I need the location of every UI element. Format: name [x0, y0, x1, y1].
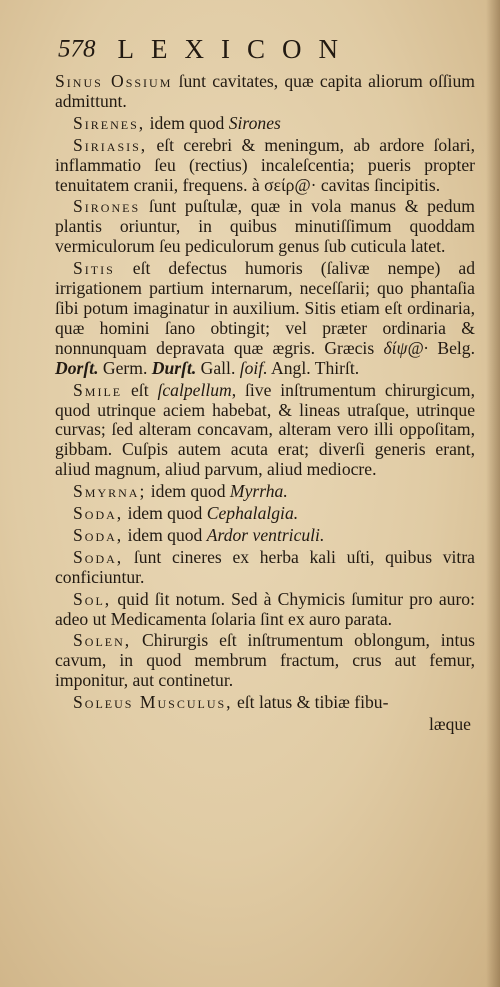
definition-cont: Gall. — [196, 357, 240, 378]
headword: Sitis — [73, 258, 115, 279]
cross-reference: ſcalpellum — [157, 379, 232, 400]
definition: idem quod — [123, 503, 207, 524]
definition: idem quod — [123, 524, 207, 545]
french-term: ſoif. — [239, 357, 268, 378]
lexicon-text — [55, 72, 475, 735]
entry-sinus-ossium — [55, 72, 475, 112]
entry-sitis — [55, 259, 475, 378]
definition-cont: Belg. — [428, 337, 475, 358]
definition: quid ſit notum. Sed à Chymicis ſumitur pro auro: adeo ut Medicamenta ſolaria ſint ex auro parata. — [55, 588, 475, 629]
headword: Sol, — [73, 588, 112, 609]
headword: Smyrna; — [73, 481, 147, 502]
headword: Solen, — [73, 630, 132, 651]
greek-term: δίψ@· — [383, 337, 429, 358]
entry-sirones — [55, 197, 475, 257]
entry-smile — [55, 381, 475, 481]
definition: idem quod — [146, 481, 230, 502]
definition-cont: Angl. Thirſt. — [267, 357, 360, 378]
headword: Sinus Ossium — [55, 71, 173, 91]
entry-smyrna — [55, 482, 475, 502]
entry-soda-1 — [55, 504, 475, 524]
headword: Siriasis, — [73, 134, 148, 155]
definition-cont: , ſive inſtrumentum chirurgicum, quod utrinque aciem habebat, & lineas utraſque, utrinque curvas; ſed alteram concavam, alteram vero illi oppoſitam, gibbam. Cuſpis autem acuta erat; diverſi generis erant, aliud magnum, aliud parvum, aliud mediocre. — [55, 379, 475, 480]
cross-reference: Ardor ventriculi. — [206, 524, 325, 545]
entry-sol — [55, 590, 475, 630]
entry-solen — [55, 631, 475, 691]
headword: Soleus Musculus, — [73, 692, 233, 713]
headword: Smile — [73, 379, 123, 400]
definition: eſt — [122, 379, 158, 400]
definition: ſunt cavitates, quæ capita aliorum oſſium admittunt. — [55, 71, 475, 111]
definition: Chirurgis eſt inſtrumentum oblongum, intus cavum, in quod membrum fractum, crus aut femur, imponitur, aut continetur. — [55, 630, 475, 691]
running-title: LEXICON — [117, 34, 355, 64]
entry-soda-2 — [55, 526, 475, 546]
page-number: 578 — [58, 35, 96, 63]
dutch-term: Dorſt. — [55, 357, 99, 378]
headword: Soda, — [73, 546, 124, 567]
entry-soleus-musculus — [55, 693, 475, 713]
definition-cont: Germ. — [98, 357, 152, 378]
cross-reference: Myrrha. — [229, 481, 288, 502]
entry-siriasis — [55, 136, 475, 196]
definition: eſt cerebri & meningum, ab ardore ſolari, inflammatio ſeu (rectius) incaleſcentia; pueris propter tenuitatem cranii, frequens. à σείρ@· cavitas ſincipitis. — [55, 134, 475, 195]
cross-reference: Cephalalgia. — [206, 503, 299, 524]
headword: Sirenes, — [73, 112, 146, 133]
headword: Soda, — [73, 503, 124, 524]
headword: Soda, — [73, 524, 124, 545]
definition: ſunt cineres ex herba kali uſti, quibus vitra conficiuntur. — [55, 546, 475, 587]
headword: Sirones — [73, 196, 141, 217]
catchword: læque — [428, 714, 471, 735]
entry-soda-3 — [55, 548, 475, 588]
definition: eſt defectus humoris (ſalivæ nempe) ad irrigationem partium internarum, neceſſarii; quo phantaſia ſibi potum imaginatur in auxilium. Sitis etiam eſt ordinaria, quæ homini ſano obtingit; vel præter ordinaria & nonnunquam depravata quæ ægris. Græcis — [55, 258, 475, 358]
entry-sirenes — [55, 114, 475, 134]
cross-reference: Sirones — [228, 112, 281, 133]
definition: eſt latus & tibiæ fibu- — [232, 692, 389, 713]
german-term: Durſt. — [151, 357, 197, 378]
running-header — [58, 34, 478, 65]
definition: idem quod — [145, 112, 229, 133]
definition: ſunt puſtulæ, quæ in vola manus & pedum plantis oriuntur, in quibus minutiſſimum quoddam vermiculorum ſeu pediculorum genus ſub cuticula latet. — [55, 196, 475, 257]
